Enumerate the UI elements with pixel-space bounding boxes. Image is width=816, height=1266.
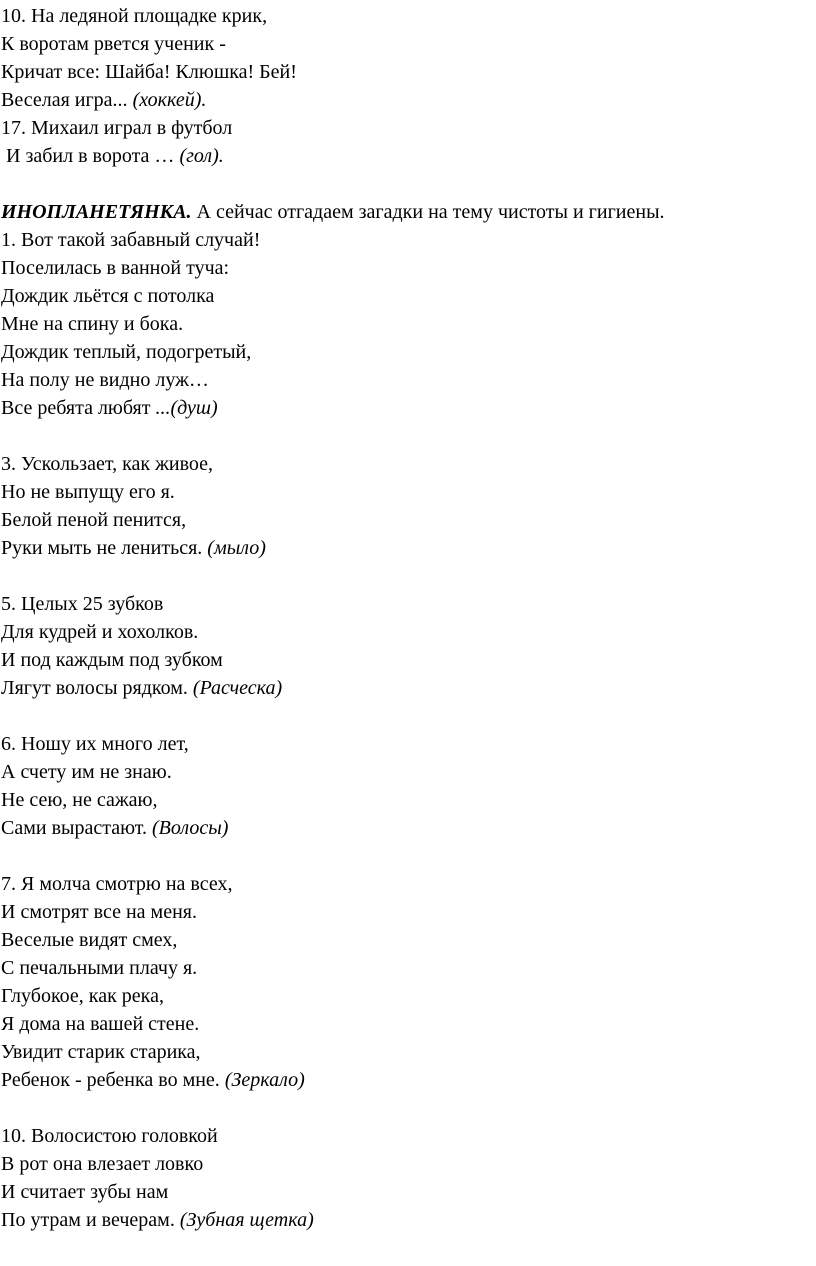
- text-line: Дождик льётся с потолка: [1, 285, 215, 307]
- riddle-answer: (мыло): [207, 537, 266, 559]
- text-line: 10. Волосистою головкой: [1, 1125, 218, 1147]
- text-line: К воротам рвется ученик -: [1, 33, 226, 55]
- text-line: А счету им не знаю.: [1, 761, 172, 783]
- text-line: Мне на спину и бока.: [1, 313, 184, 335]
- text-line: Сами вырастают. (Волосы): [1, 817, 229, 839]
- text-line: И под каждым под зубком: [1, 649, 223, 671]
- text-line: 17. Михаил играл в футбол: [1, 117, 233, 139]
- text-line: Для кудрей и хохолков.: [1, 621, 199, 643]
- text-line: 6. Ношу их много лет,: [1, 733, 189, 755]
- speaker-name: ИНОПЛАНЕТЯНКА.: [1, 201, 192, 223]
- text-line: С печальными плачу я.: [1, 957, 198, 979]
- text-line: Веселые видят смех,: [1, 929, 178, 951]
- text-line: Лягут волосы рядком. (Расческа): [1, 677, 283, 699]
- text-line: Белой пеной пенится,: [1, 509, 187, 531]
- text-line: Веселая игра... (хоккей).: [1, 89, 207, 111]
- text-line: ИНОПЛАНЕТЯНКА. А сейчас отгадаем загадки на тему чистоты и гигиены.: [1, 201, 665, 223]
- text-line: Увидит старик старика,: [1, 1041, 201, 1063]
- text-line: И считает зубы нам: [1, 1181, 169, 1203]
- riddle-answer: (Зубная щетка): [179, 1209, 314, 1231]
- riddle-answer: (Зеркало): [224, 1069, 305, 1091]
- text-line: На полу не видно луж…: [1, 369, 209, 391]
- riddle-answer: (хоккей).: [132, 89, 207, 111]
- text-line: 7. Я молча смотрю на всех,: [1, 873, 233, 895]
- text-line: И забил в ворота … (гол).: [1, 145, 224, 167]
- text-line: Ребенок - ребенка во мне. (Зеркало): [1, 1069, 305, 1091]
- text-line: Все ребята любят ...(душ): [1, 397, 218, 419]
- text-line: И смотрят все на меня.: [1, 901, 197, 923]
- text-line: Поселилась в ванной туча:: [1, 257, 230, 279]
- riddle-answer: ...(душ): [155, 397, 218, 419]
- riddle-answer: (Расческа): [192, 677, 283, 699]
- text-line: 3. Ускользает, как живое,: [1, 453, 214, 475]
- text-line: Не сею, не сажаю,: [1, 789, 158, 811]
- riddle-answer: (Волосы): [152, 817, 229, 839]
- text-line: 10. На ледяной площадке крик,: [1, 5, 268, 27]
- text-line: Глубокое, как река,: [1, 985, 164, 1007]
- text-line: Руки мыть не лениться. (мыло): [1, 537, 266, 559]
- text-line: Кричат все: Шайба! Клюшка! Бей!: [1, 61, 297, 83]
- text-line: 1. Вот такой забавный случай!: [1, 229, 261, 251]
- text-line: Я дома на вашей стене.: [1, 1013, 200, 1035]
- riddle-answer: (гол).: [179, 145, 224, 167]
- text-line: В рот она влезает ловко: [1, 1153, 204, 1175]
- text-line: По утрам и вечерам. (Зубная щетка): [1, 1209, 314, 1231]
- text-line: 5. Целых 25 зубков: [1, 593, 164, 615]
- text-line: Но не выпущу его я.: [1, 481, 175, 503]
- text-line: Дождик теплый, подогретый,: [1, 341, 252, 363]
